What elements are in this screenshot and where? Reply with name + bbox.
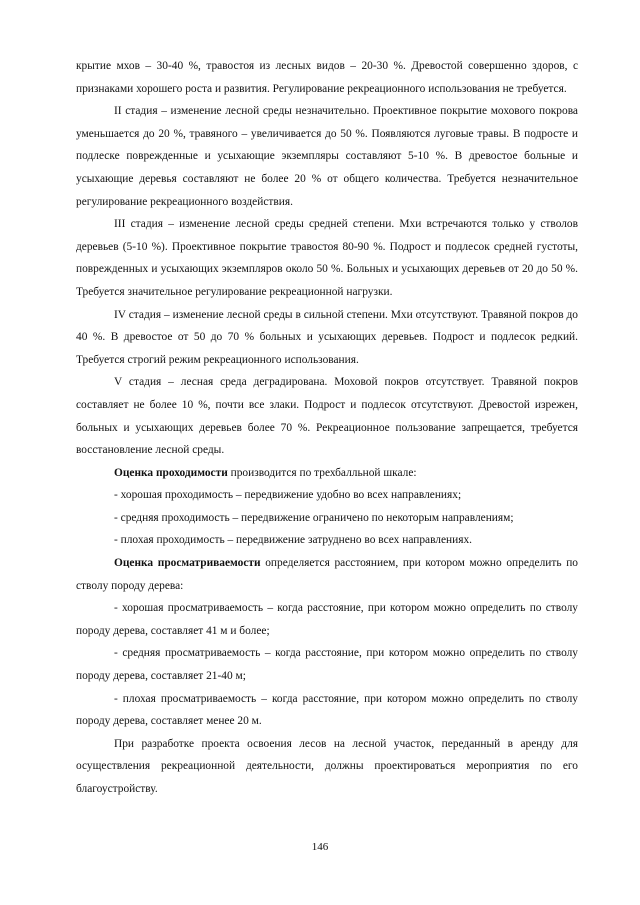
passability-heading: Оценка проходимости — [114, 466, 228, 479]
paragraph-stage-4: IV стадия – изменение лесной среды в сильной степени. Мхи отсутствуют. Травяной покров до 40 %. В древостое от 50 до 70 % больных и усыхающих деревьев. Подрост и подлесок редкий. Требуется строгий режим рекреационного использования. — [76, 308, 578, 366]
paragraph-passability-intro — [76, 462, 578, 485]
paragraph-stage-3: III стадия – изменение лесной среды средней степени. Мхи встречаются только у стволов деревьев (5-10 %). Проективное покрытие травостоя 80-90 %. Подрост и подлесок средней густоты, поврежденных и усыхающих экземпляров около 50 %. Больных и усыхающих деревьев от 20 до 50 %. Требуется значительное регулирование рекреационной нагрузки. — [76, 218, 578, 298]
list-item-passability-medium: - средняя проходимость – передвижение ограничено по некоторым направлениям; — [114, 511, 514, 524]
paragraph-visibility-intro — [76, 552, 578, 597]
list-item-passability-poor: - плохая проходимость – передвижение затруднено во всех направлениях. — [114, 534, 473, 547]
list-item-visibility-good: - хорошая просматриваемость – когда расстояние, при котором можно определить по стволу породу дерева, составляет 41 м и более; — [76, 602, 578, 637]
visibility-heading: Оценка просматриваемости — [114, 557, 261, 570]
list-item-visibility-medium: - средняя просматриваемость – когда расстояние, при котором можно определить по стволу породу дерева, составляет 21-40 м; — [76, 647, 578, 683]
visibility-intro-text: определяется расстоянием, при котором можно определить по стволу породу дерева: — [76, 557, 578, 592]
list-item-passability-good: - хорошая проходимость – передвижение удобно во всех направлениях; — [114, 489, 462, 502]
page-number: 146 — [311, 841, 329, 853]
paragraph-stage-5: V стадия – лесная среда деградирована. Моховой покров отсутствует. Травяной покров составляет не более 10 %, почти все злаки. Подрост и подлесок отсутствуют. Древостой изрежен, больных и усыхающих деревьев более 70 %. Рекреационное пользование запрещается, требуется восстановление лесной среды. — [76, 376, 578, 457]
page-content — [76, 55, 578, 801]
paragraph-final: При разработке проекта освоения лесов на лесной участок, переданный в аренду для осуществления рекреационной деятельности, должны проектироваться мероприятия по его благоустройству. — [76, 737, 578, 795]
paragraph-stage-1-end: крытие мхов – 30-40 %, травостоя из лесных видов – 20-30 %. Древостой совершенно здоров, с признаками хорошего роста и развития. Регулирование рекреационного использования не требуется. — [76, 60, 578, 95]
passability-intro-text: производится по трехбалльной шкале: — [227, 466, 417, 479]
paragraph-stage-2: II стадия – изменение лесной среды незначительно. Проективное покрытие мохового покрова уменьшается до 20 %, травяного – увеличивается до 50 %. Появляются луговые травы. В подросте и подлеске поврежденные и усыхающие экземпляры составляют 5-10 %. В древостое больные и усыхающие деревья составляют не более 20 % от общего количества. Требуется незначительное регулирование рекреационного воздействия. — [76, 105, 578, 208]
list-item-visibility-poor: - плохая просматриваемость – когда расстояние, при котором можно определить по стволу породу дерева, составляет менее 20 м. — [76, 692, 578, 728]
